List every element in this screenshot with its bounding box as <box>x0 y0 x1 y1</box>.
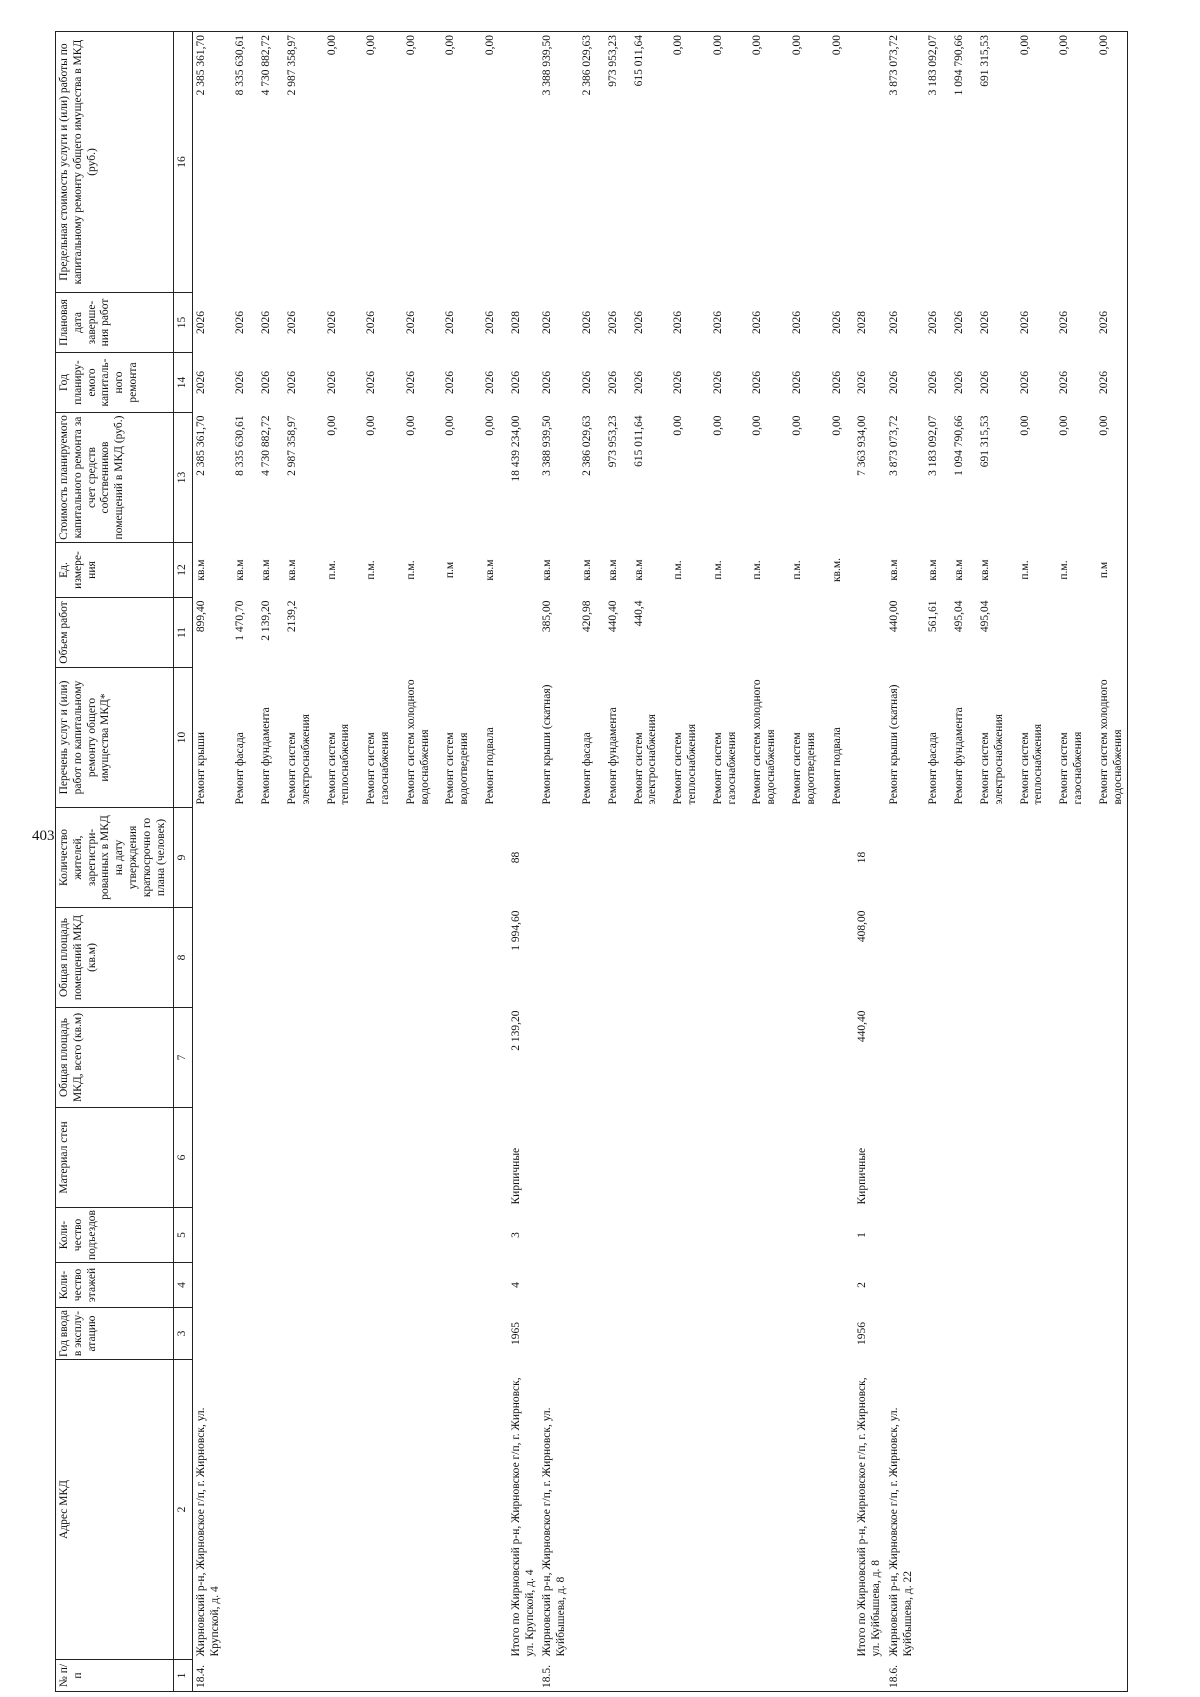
work-cost: 2 385 361,70 <box>194 415 207 476</box>
address: Жирновский р-н, Жирновское г/п, г. Жирновск, ул. Куйбышева, д. 22 <box>887 1407 914 1657</box>
work-year: 2026 <box>830 371 843 394</box>
table-row <box>1088 32 1128 1692</box>
wall-material: Кирпичные <box>856 1147 869 1205</box>
total-row <box>846 32 886 1692</box>
work-year: 2026 <box>632 371 645 394</box>
table-row <box>474 32 500 1692</box>
work-volume <box>434 598 474 668</box>
work-unit: кв.м <box>887 559 900 581</box>
column-number: 12 <box>174 543 193 598</box>
work-cost: 0,00 <box>1088 413 1128 543</box>
column-number: 6 <box>174 1108 193 1208</box>
work-volume: 440,4 <box>632 600 645 627</box>
work-end-date: 2026 <box>632 311 645 334</box>
work-volume: 495,04 <box>953 600 966 633</box>
column-number: 5 <box>174 1208 193 1263</box>
address: Жирновский р-н, Жирновское г/п, г. Жирновск, ул. Крупской, д. 4 <box>194 1407 221 1657</box>
total-cost: 7 363 934,00 <box>856 415 869 476</box>
column-header: Предельная стоимость услуги и (или) работы по капитальному ремонту общего имущества в МКД (руб.) <box>56 32 174 293</box>
work-name: Ремонт подвала <box>830 727 843 805</box>
page-number: 403 <box>32 828 55 844</box>
work-name: Ремонт систем водоотведения <box>790 732 817 805</box>
work-volume <box>821 598 847 668</box>
work-name: Ремонт систем холодного водоснабжения <box>751 679 778 805</box>
work-unit: кв.м <box>234 559 247 581</box>
column-header: Адрес МКД <box>56 1360 174 1660</box>
work-cost: 0,00 <box>711 415 724 436</box>
work-year: 2026 <box>194 371 207 394</box>
row-number: 18.6. <box>886 1660 918 1692</box>
table-row <box>969 32 1009 1692</box>
work-cost: 0,00 <box>444 415 457 436</box>
work-end-date: 2026 <box>194 311 207 334</box>
work-name: Ремонт систем электроснабжения <box>979 714 1005 805</box>
work-end-date: 2026 <box>580 311 593 334</box>
column-number: 8 <box>174 908 193 1008</box>
work-year: 2026 <box>541 371 554 394</box>
work-volume <box>355 598 395 668</box>
table-row <box>623 32 663 1692</box>
work-cost: 2 386 029,63 <box>580 415 593 476</box>
work-limit-cost: 691 315,53 <box>969 32 1009 293</box>
residents: 18 <box>856 851 869 864</box>
work-unit: кв.м <box>285 559 298 581</box>
work-year: 2026 <box>1018 371 1031 394</box>
column-header: Количество жителей, зарегистри-рованных в МКД на дату утверждения краткосрочно го плана (человек) <box>56 808 174 908</box>
column-header: Год планиру-емого капиталь-ного ремонта <box>56 353 174 413</box>
entrances: 1 <box>856 1232 869 1238</box>
work-unit: п.м. <box>790 560 803 580</box>
work-cost: 0,00 <box>483 415 496 436</box>
work-volume: 2139,2 <box>285 600 298 633</box>
work-unit: кв.м <box>580 559 593 581</box>
column-header: Плановая дата заверше-ния работ <box>56 293 174 353</box>
work-name: Ремонт фундамента <box>260 707 273 805</box>
work-year: 2026 <box>580 371 593 394</box>
work-cost: 0,00 <box>672 415 685 436</box>
work-name: Ремонт систем газоснабжения <box>711 731 738 805</box>
work-cost: 4 730 882,72 <box>260 415 273 476</box>
work-unit: п.м. <box>404 560 417 580</box>
work-limit-cost: 0,00 <box>821 32 847 293</box>
work-volume: 899,40 <box>194 600 207 633</box>
work-cost: 973 953,23 <box>606 415 619 468</box>
work-end-date: 2026 <box>1058 311 1071 334</box>
work-limit-cost: 0,00 <box>395 32 435 293</box>
column-header: Объем работ <box>56 598 174 668</box>
work-year: 2026 <box>672 371 685 394</box>
work-unit: п.м. <box>751 560 764 580</box>
column-number: 4 <box>174 1263 193 1308</box>
column-header: Год ввода в эксплу-атацию <box>56 1308 174 1360</box>
work-year: 2026 <box>606 371 619 394</box>
work-year: 2026 <box>483 371 496 394</box>
capital-repair-table <box>55 31 1128 1692</box>
floors: 2 <box>856 1282 869 1288</box>
work-unit: п.м. <box>711 560 724 580</box>
work-limit-cost: 2 385 361,70 <box>192 32 224 293</box>
work-end-date: 2026 <box>1018 311 1031 334</box>
rotated-page <box>55 32 1200 1692</box>
total-row <box>500 32 540 1692</box>
year-built: 1965 <box>509 1322 522 1345</box>
work-end-date: 2026 <box>444 311 457 334</box>
work-limit-cost: 8 335 630,61 <box>224 32 250 293</box>
work-volume: 495,04 <box>979 600 992 633</box>
work-unit: п.м <box>1088 543 1128 598</box>
table-row <box>224 32 250 1692</box>
year-built: 1956 <box>856 1322 869 1345</box>
work-unit: кв.м <box>979 559 992 581</box>
work-unit: кв.м <box>606 559 619 581</box>
work-volume <box>702 598 742 668</box>
work-limit-cost: 0,00 <box>1009 32 1049 293</box>
work-end-date: 2026 <box>887 311 900 334</box>
work-unit: кв.м <box>483 559 496 581</box>
work-end-date: 2026 <box>365 311 378 334</box>
work-year: 2026 <box>927 371 940 394</box>
work-cost: 0,00 <box>404 415 417 436</box>
work-volume: 1 470,70 <box>234 600 247 641</box>
total-year: 2026 <box>509 371 522 394</box>
table-row <box>781 32 821 1692</box>
work-end-date: 2026 <box>751 311 764 334</box>
work-unit: кв.м <box>260 559 273 581</box>
work-unit: п.м. <box>1058 560 1071 580</box>
work-name: Ремонт систем теплоснабжения <box>1018 724 1045 805</box>
work-limit-cost: 0,00 <box>316 32 356 293</box>
work-end-date: 2026 <box>606 311 619 334</box>
work-end-date: 2026 <box>672 311 685 334</box>
work-end-date: 2026 <box>711 311 724 334</box>
work-unit: кв.м <box>632 559 645 581</box>
column-header: № п/п <box>56 1660 174 1692</box>
column-number: 1 <box>174 1660 193 1692</box>
residents: 88 <box>509 851 522 864</box>
work-unit: п.м. <box>325 560 338 580</box>
work-name: Ремонт систем электроснабжения <box>285 714 312 805</box>
floors: 4 <box>509 1282 522 1288</box>
work-cost: 2 987 358,97 <box>285 415 298 476</box>
table-row <box>539 32 571 1692</box>
work-cost: 691 315,53 <box>979 415 992 468</box>
work-unit: п.м. <box>365 560 378 580</box>
table-row <box>917 32 943 1692</box>
work-name: Ремонт фасада <box>234 732 247 805</box>
work-year: 2026 <box>887 371 900 394</box>
work-year: 2026 <box>260 371 273 394</box>
work-cost: 0,00 <box>830 415 843 436</box>
total-area: 440,40 <box>856 1010 869 1043</box>
work-end-date: 2026 <box>483 311 496 334</box>
work-unit: п.м. <box>1018 560 1031 580</box>
work-limit-cost: 0,00 <box>781 32 821 293</box>
table-body <box>192 32 1128 1692</box>
work-limit-cost: 0,00 <box>1088 32 1128 293</box>
column-header: Стоимость планируемого капитального ремонта за счет средств собственников помещений в МКД (руб.) <box>56 413 174 543</box>
work-unit: кв.м <box>953 559 966 581</box>
work-year: 2026 <box>444 371 457 394</box>
work-end-date: 2026 <box>325 311 338 334</box>
work-unit: п.м. <box>672 560 685 580</box>
column-header: Общая площадь помещений МКД (кв.м) <box>56 908 174 1008</box>
work-limit-cost: 0,00 <box>662 32 702 293</box>
table-row <box>571 32 597 1692</box>
table-row <box>316 32 356 1692</box>
work-end-date: 2026 <box>1088 293 1128 353</box>
table-row <box>355 32 395 1692</box>
work-name: Ремонт систем теплоснабжения <box>325 724 352 805</box>
work-year: 2026 <box>285 371 298 394</box>
work-volume <box>781 598 821 668</box>
column-number: 11 <box>174 598 193 668</box>
work-cost: 3 873 073,72 <box>887 415 900 476</box>
work-name: Ремонт систем холодного водоснабжения <box>404 679 431 805</box>
column-number: 16 <box>174 32 193 293</box>
work-limit-cost: 973 953,23 <box>597 32 623 293</box>
table-row <box>250 32 276 1692</box>
work-name: Ремонт систем газоснабжения <box>365 731 391 805</box>
work-unit: кв.м <box>927 559 940 581</box>
total-label: Итого по Жирновский р-н, Жирновское г/п, г. Жирновск, ул. Куйбышева, д. 8 <box>856 1377 883 1657</box>
work-name: Ремонт крыши (скатная) <box>887 684 900 805</box>
address: Жирновский р-н, Жирновское г/п, г. Жирновск, ул. Куйбышева, д. 8 <box>541 1407 568 1657</box>
table-row <box>702 32 742 1692</box>
work-name: Ремонт крыши (скатная) <box>541 684 554 805</box>
work-end-date: 2026 <box>790 311 803 334</box>
work-cost: 1 094 790,66 <box>953 415 966 476</box>
work-limit-cost: 3 873 073,72 <box>886 32 918 293</box>
table-row <box>741 32 781 1692</box>
work-limit-cost: 0,00 <box>741 32 781 293</box>
column-number: 13 <box>174 413 193 543</box>
work-limit-cost: 4 730 882,72 <box>250 32 276 293</box>
total-cost: 18 439 234,00 <box>509 415 522 482</box>
work-volume <box>474 598 500 668</box>
work-limit-cost: 0,00 <box>1048 32 1088 293</box>
wall-material: Кирпичные <box>509 1147 522 1205</box>
premises-area: 408,00 <box>856 910 869 943</box>
total-year: 2026 <box>856 371 869 394</box>
work-year: 2026 <box>365 371 378 394</box>
work-cost: 615 011,64 <box>632 415 645 467</box>
work-name: Ремонт фасада <box>580 732 593 805</box>
column-number: 15 <box>174 293 193 353</box>
work-volume <box>395 598 435 668</box>
work-cost: 3 183 092,07 <box>927 415 940 476</box>
work-cost: 0,00 <box>790 415 803 436</box>
work-year: 2026 <box>234 371 247 394</box>
table-row <box>276 32 316 1692</box>
table-row <box>943 32 969 1692</box>
column-header: Коли-чество подъездов <box>56 1208 174 1263</box>
work-cost: 3 388 939,50 <box>541 415 554 476</box>
row-number: 18.4. <box>192 1660 224 1692</box>
work-year: 2026 <box>790 371 803 394</box>
column-header: Материал стен <box>56 1108 174 1208</box>
work-end-date: 2026 <box>404 311 417 334</box>
column-number: 14 <box>174 353 193 413</box>
work-name: Ремонт фундамента <box>953 707 966 805</box>
work-volume: 440,40 <box>606 600 619 633</box>
work-volume: 385,00 <box>541 600 554 633</box>
work-volume: 420,98 <box>580 600 593 633</box>
table-row <box>192 32 224 1692</box>
column-header: Общая площадь МКД, всего (кв.м) <box>56 1008 174 1108</box>
work-limit-cost: 3 388 939,50 <box>539 32 571 293</box>
work-end-date: 2026 <box>260 311 273 334</box>
work-limit-cost: 1 094 790,66 <box>943 32 969 293</box>
work-unit: кв.м. <box>830 557 843 583</box>
table-row <box>434 32 474 1692</box>
work-name: Ремонт систем холодного водоснабжения <box>1088 668 1128 808</box>
work-limit-cost: 0,00 <box>434 32 474 293</box>
work-volume: 561,61 <box>927 600 940 633</box>
work-cost: 0,00 <box>1058 415 1071 436</box>
column-number: 10 <box>174 668 193 808</box>
column-header: Коли-чество этажей <box>56 1263 174 1308</box>
work-limit-cost: 2 386 029,63 <box>571 32 597 293</box>
work-volume <box>316 598 356 668</box>
work-volume <box>1088 598 1128 668</box>
table-row <box>395 32 435 1692</box>
work-year: 2026 <box>1058 371 1071 394</box>
work-limit-cost: 615 011,64 <box>623 32 663 293</box>
work-cost: 0,00 <box>1018 415 1031 436</box>
work-name: Ремонт крыши <box>194 731 207 805</box>
column-number: 7 <box>174 1008 193 1108</box>
work-unit: кв.м <box>194 559 207 581</box>
work-limit-cost: 3 183 092,07 <box>917 32 943 293</box>
work-limit-cost: 2 987 358,97 <box>276 32 316 293</box>
work-limit-cost: 0,00 <box>702 32 742 293</box>
work-year: 2026 <box>979 371 992 394</box>
work-volume <box>741 598 781 668</box>
work-volume <box>1048 598 1088 668</box>
column-number: 9 <box>174 808 193 908</box>
work-cost: 0,00 <box>325 415 338 436</box>
work-year: 2026 <box>404 371 417 394</box>
work-unit: п.м <box>444 561 457 579</box>
work-volume: 440,00 <box>887 600 900 633</box>
work-limit-cost: 0,00 <box>355 32 395 293</box>
work-year: 2026 <box>1088 353 1128 413</box>
work-cost: 0,00 <box>365 415 378 436</box>
table-row <box>886 32 918 1692</box>
total-area: 2 139,20 <box>509 1010 522 1051</box>
total-label: Итого по Жирновский р-н, Жирновское г/п, г. Жирновск, ул. Крупской, д. 4 <box>509 1377 536 1657</box>
work-unit: кв.м <box>541 559 554 581</box>
work-end-date: 2026 <box>979 311 992 334</box>
work-name: Ремонт подвала <box>483 727 496 805</box>
work-year: 2026 <box>711 371 724 394</box>
column-header: Ед. измере-ния <box>56 543 174 598</box>
work-end-date: 2026 <box>541 311 554 334</box>
table-row <box>821 32 847 1692</box>
work-volume <box>662 598 702 668</box>
table-row <box>662 32 702 1692</box>
column-number: 2 <box>174 1360 193 1660</box>
total-end-date: 2028 <box>856 311 869 334</box>
column-number: 3 <box>174 1308 193 1360</box>
work-limit-cost: 0,00 <box>474 32 500 293</box>
work-end-date: 2026 <box>953 311 966 334</box>
work-year: 2026 <box>325 371 338 394</box>
work-cost: 8 335 630,61 <box>234 415 247 476</box>
column-header: Перечень услуг и (или) работ по капитальному ремонту общего имущества МКД* <box>56 668 174 808</box>
table-row <box>597 32 623 1692</box>
work-cost: 0,00 <box>751 415 764 436</box>
total-end-date: 2028 <box>509 311 522 334</box>
premises-area: 1 994,60 <box>509 910 522 951</box>
work-year: 2026 <box>953 371 966 394</box>
table-row <box>1048 32 1088 1692</box>
work-volume <box>1009 598 1049 668</box>
work-end-date: 2026 <box>830 311 843 334</box>
work-name: Ремонт фасада <box>927 732 940 805</box>
work-end-date: 2026 <box>285 311 298 334</box>
work-end-date: 2026 <box>927 311 940 334</box>
work-year: 2026 <box>751 371 764 394</box>
work-end-date: 2026 <box>234 311 247 334</box>
work-name: Ремонт систем электроснабжения <box>632 714 659 805</box>
work-name: Ремонт систем теплоснабжения <box>672 724 698 805</box>
work-volume: 2 139,20 <box>260 600 273 641</box>
table-header <box>56 32 193 1692</box>
entrances: 3 <box>509 1232 522 1238</box>
work-name: Ремонт систем газоснабжения <box>1058 731 1085 805</box>
work-name: Ремонт систем водоотведения <box>444 732 471 805</box>
table-row <box>1009 32 1049 1692</box>
work-name: Ремонт фундамента <box>606 707 619 805</box>
row-number: 18.5. <box>539 1660 571 1692</box>
